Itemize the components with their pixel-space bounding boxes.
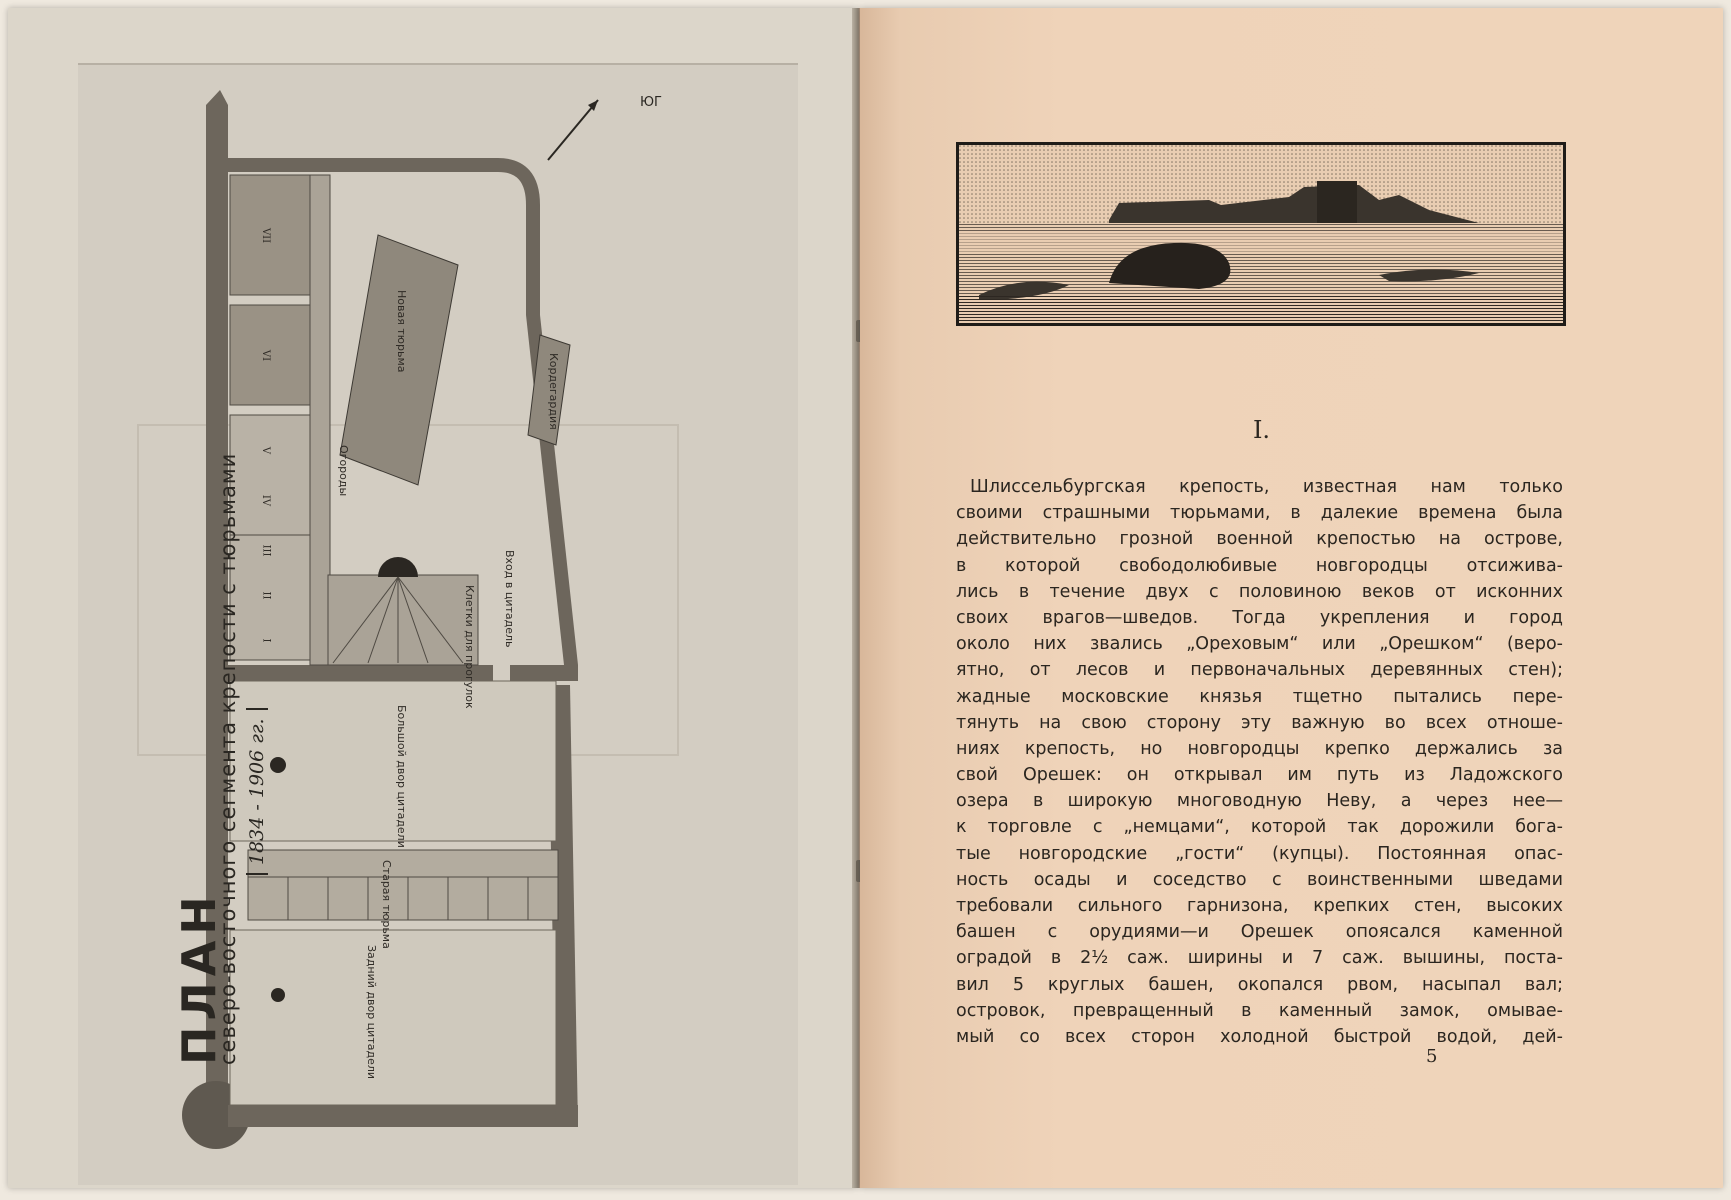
label-gardens: Огороды bbox=[337, 445, 350, 497]
plan-subtitle: северо-восточного сегмента крепости с тюрьмами bbox=[216, 452, 240, 1065]
text-line: мый со всех сторон холодной быстрой водой, дей- bbox=[956, 1026, 1563, 1047]
text-line: лись в течение двух с половиною веков от исконних bbox=[956, 581, 1563, 602]
left-page bbox=[8, 8, 858, 1188]
text-line: своими страшными тюрьмами, в далекие времена была bbox=[956, 503, 1563, 524]
text-line: островок, превращенный в каменный замок, омывае- bbox=[956, 1000, 1563, 1021]
text-line: озера в широкую многоводную Неву, а через нее— bbox=[956, 791, 1563, 812]
text-line: около них звались „Ореховым“ или „Орешком“ (веро- bbox=[956, 634, 1563, 655]
page-number: 5 bbox=[1426, 1046, 1438, 1067]
text-line: башен с орудиями—и Орешек опоясался каменной bbox=[956, 922, 1563, 943]
cell-number: VI bbox=[260, 349, 272, 362]
cell-number: V bbox=[260, 446, 272, 455]
cell-number: III bbox=[260, 544, 272, 557]
old-prison-building bbox=[248, 850, 558, 920]
text-line: тые новгородские „гости“ (купцы). Постоянная опас- bbox=[956, 843, 1563, 864]
text-line: Шлиссельбургская крепость, известная нам только bbox=[970, 477, 1563, 497]
label-guardhouse: Кордегардия bbox=[547, 353, 560, 430]
text-line: требовали сильного гарнизона, крепких стен, высоких bbox=[956, 896, 1563, 916]
cell-number: IV bbox=[260, 494, 272, 507]
text-line: тянуть на свою сторону эту важную во всех отноше- bbox=[956, 712, 1563, 733]
text-line: действительно грозной военной крепостью на острове, bbox=[956, 529, 1563, 550]
compass-label: ЮГ bbox=[640, 95, 662, 110]
text-line: ятно, от лесов и первоначальных деревянных стен); bbox=[956, 660, 1563, 681]
label-big-yard: Большой двор цитадели bbox=[395, 705, 408, 848]
cell-number: I bbox=[260, 638, 272, 643]
text-line: оградой в 2½ саж. ширины и 7 саж. вышины, поста- bbox=[956, 948, 1563, 969]
label-back-yard: Задний двор цитадели bbox=[365, 945, 378, 1080]
text-line: жадные московские князья тщетно пытались пере- bbox=[956, 686, 1563, 707]
cell-number: VII bbox=[260, 227, 272, 244]
right-page bbox=[860, 8, 1723, 1188]
fortress-engraving bbox=[956, 142, 1566, 326]
plan-title: ПЛАН bbox=[172, 890, 226, 1065]
engraving-drawing bbox=[959, 145, 1563, 323]
label-citadel-entrance: Вход в цитадель bbox=[503, 550, 516, 648]
text-line: ность осады и соседство с воинственными шведами bbox=[956, 869, 1563, 890]
label-old-prison: Старая тюрьма bbox=[380, 860, 393, 949]
text-line: своих врагов—шведов. Тогда укрепления и город bbox=[956, 607, 1563, 628]
fortress-plan bbox=[78, 63, 798, 1185]
plan-years: 1834 - 1906 гг. bbox=[246, 709, 268, 876]
text-line: свой Орешек: он открывал им путь из Ладожского bbox=[956, 765, 1563, 786]
cell-number: II bbox=[260, 591, 272, 600]
chapter-number: I. bbox=[1252, 416, 1271, 444]
label-new-prison: Новая тюрьма bbox=[395, 290, 408, 373]
label-walking-cages: Клетки для прогулок bbox=[463, 585, 476, 709]
chapter-text bbox=[956, 474, 1563, 1050]
text-line: вил 5 круглых башен, окопался рвом, насыпал вал; bbox=[956, 974, 1563, 995]
text-line: в которой свободолюбивые новгородцы отсижива- bbox=[956, 555, 1563, 576]
text-line: к торговле с „немцами“, которой так дорожили бога- bbox=[956, 817, 1563, 838]
text-line: ниях крепость, но новгородцы крепко держались за bbox=[956, 738, 1563, 759]
